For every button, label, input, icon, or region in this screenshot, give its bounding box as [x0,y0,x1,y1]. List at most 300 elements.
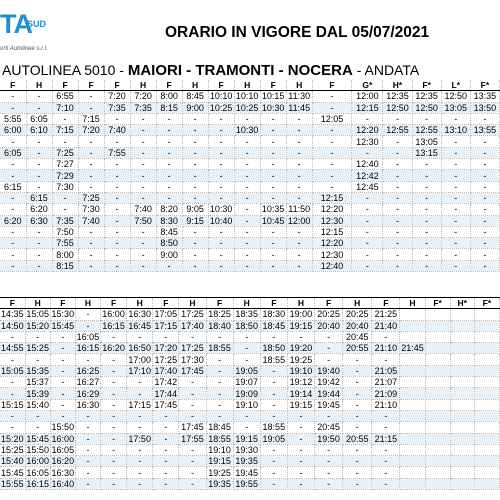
time-cell: 10:25 [235,102,259,113]
time-cell [474,456,499,467]
time-cell: - [206,388,233,399]
time-cell [400,433,425,444]
time-cell: - [352,249,383,260]
time-cell: 16:29 [76,388,100,399]
column-header: H [130,80,156,91]
time-cell: - [0,170,26,181]
time-cell: - [206,377,233,388]
time-cell: - [312,102,352,113]
table-row [0,399,500,410]
column-header: H [26,80,52,91]
time-cell: - [352,226,383,237]
time-cell [474,354,499,365]
time-cell: 16:20 [51,456,75,467]
time-cell: - [50,399,75,410]
time-cell: - [234,170,260,181]
time-cell: - [441,260,470,271]
time-cell: 21:40 [372,320,400,331]
time-cell: 19:35 [233,456,260,467]
time-cell [450,410,474,421]
time-cell: 10:35 [261,204,285,215]
time-cell: 16:15 [76,343,100,354]
time-cell: - [101,467,127,478]
time-cell: - [78,181,104,192]
time-cell: 17:05 [154,309,178,320]
time-cell [425,433,450,444]
time-cell: 15:37 [26,377,49,388]
time-cell: 7:20 [78,125,104,136]
time-cell: 15:25 [1,445,24,455]
logo-sud: SUD [27,19,47,29]
time-cell: - [50,365,75,376]
time-cell: - [153,444,179,455]
time-cell: 15:30 [51,309,75,320]
time-cell [400,444,425,455]
time-cell: 20:55 [343,433,372,444]
time-cell: 15:05 [26,309,49,320]
time-cell: - [383,192,412,203]
time-cell: - [441,192,470,203]
time-cell: - [78,226,104,237]
time-cell: - [234,159,260,170]
time-cell: - [0,249,26,260]
time-cell: 11:50 [286,204,312,215]
time-cell: - [52,192,78,203]
time-cell: 8:15 [156,102,182,113]
time-cell: - [75,320,100,331]
time-cell: - [26,260,52,271]
time-cell: - [233,354,260,365]
table-row [0,91,500,102]
time-cell: - [52,113,78,124]
route-direction: ANDATA [364,62,420,78]
time-cell: - [26,136,52,147]
time-cell: 8:15 [52,260,78,271]
time-cell: 8:30 [156,215,182,226]
time-cell: 13:05 [441,102,470,113]
table-row [0,444,500,455]
time-cell: - [260,159,286,170]
time-cell: - [343,456,372,467]
time-cell: - [412,215,441,226]
time-cell: 18:25 [206,309,233,320]
time-cell: - [156,260,182,271]
column-header: F [0,298,25,309]
time-cell [425,467,450,478]
column-header: L* [441,80,470,91]
time-cell: - [372,410,400,421]
time-cell: - [153,467,179,478]
time-cell: 7:40 [130,204,156,215]
time-cell: 12:40 [352,159,383,170]
time-cell: - [315,410,343,421]
time-cell: - [372,444,400,455]
time-cell: - [101,444,127,455]
time-cell: - [312,147,352,158]
time-cell: - [234,113,260,124]
time-cell: - [286,226,312,237]
time-cell: 13:55 [470,125,499,136]
time-cell: 10:40 [209,215,233,226]
time-cell: 17:00 [128,354,151,365]
time-cell: - [156,192,182,203]
time-cell: 19:10 [233,399,260,410]
time-cell: - [130,170,156,181]
time-cell: - [315,354,343,365]
column-header: H [25,298,50,309]
time-cell: - [470,113,499,124]
time-cell [474,377,499,388]
route-heading [2,62,419,79]
time-cell: - [260,260,286,271]
time-cell: - [130,181,156,192]
time-cell: - [130,113,156,124]
time-cell: 12:50 [441,91,470,102]
time-cell: - [78,136,104,147]
time-cell: - [260,410,287,421]
time-cell: - [78,91,104,102]
time-cell: 12:50 [412,102,441,113]
time-cell: - [383,113,412,124]
time-cell: 17:45 [154,399,178,410]
column-header: H [233,298,260,309]
time-cell: - [208,238,234,249]
time-cell [425,456,450,467]
time-cell: - [208,170,234,181]
time-cell: - [383,249,412,260]
time-cell: - [78,249,104,260]
time-cell: 16:30 [51,467,75,478]
time-cell: - [286,113,312,124]
time-cell: 16:15 [102,320,125,331]
time-cell: 15:45 [1,467,24,478]
time-cell: 16:05 [26,467,49,478]
time-cell: - [287,478,314,489]
time-cell: 12:30 [312,249,352,260]
table-row [0,309,500,320]
time-cell: 6:30 [26,215,52,226]
time-cell: - [104,238,130,249]
time-cell: - [287,467,314,478]
time-cell: 19:09 [233,388,260,399]
time-cell: 12:42 [352,170,383,181]
table-row [0,377,500,388]
table-row [0,354,500,365]
time-cell: - [470,226,499,237]
time-cell: - [383,181,412,192]
time-cell: 9:00 [156,249,182,260]
time-cell: - [470,159,499,170]
time-cell: 7:50 [52,226,78,237]
time-cell: - [312,125,352,136]
time-cell: - [441,170,470,181]
time-cell: 12:35 [383,91,412,102]
time-cell: 15:50 [51,422,75,433]
time-cell: - [179,456,206,467]
time-cell: - [153,410,179,421]
time-cell: - [234,204,260,215]
time-cell [425,377,450,388]
time-cell: - [383,215,412,226]
time-cell: - [26,170,52,181]
time-cell: 19:12 [287,377,314,388]
time-cell [400,354,425,365]
time-cell: - [315,343,343,354]
time-cell: - [343,410,372,421]
time-cell [474,388,499,399]
time-cell: 12:35 [412,91,441,102]
time-cell [425,444,450,455]
company-logo [0,8,96,62]
column-header: F* [470,80,499,91]
time-cell: 12:20 [352,125,383,136]
time-cell: 10:10 [209,91,233,102]
time-cell: - [50,343,75,354]
time-cell: - [470,215,499,226]
time-cell: 9:15 [182,215,208,226]
time-cell [425,478,450,489]
time-cell: 20:40 [315,320,343,331]
time-cell: 8:45 [156,226,182,237]
time-cell: - [26,147,52,158]
time-cell: 10:30 [261,102,285,113]
time-cell: - [153,478,179,489]
time-cell: 16:00 [102,309,125,320]
time-cell: - [153,331,179,342]
time-cell: 19:50 [315,433,343,444]
time-cell: 19:25 [206,467,233,478]
table-row [0,320,500,331]
time-cell: 7:27 [52,159,78,170]
time-cell: - [153,422,179,433]
column-header: F [156,80,182,91]
time-cell: - [286,125,312,136]
time-cell [474,331,499,342]
time-cell: 20:25 [343,309,372,320]
table-row [0,215,500,226]
route-line-number: AUTOLINEA 5010 [2,62,116,78]
time-cell: - [286,170,312,181]
time-cell: - [75,456,100,467]
logo-text: TA [0,9,32,39]
time-cell: - [286,260,312,271]
time-cell: 7:40 [78,215,104,226]
time-cell: 17:15 [154,320,178,331]
column-header: F [206,298,233,309]
time-cell: 11:45 [286,102,312,113]
time-cell: - [208,136,234,147]
time-cell: 9:05 [182,204,208,215]
time-cell [474,309,499,320]
time-cell: - [179,478,206,489]
time-cell: - [260,238,286,249]
time-cell: 15:20 [1,433,24,444]
table-row [0,238,500,249]
time-cell: 16:20 [102,343,125,354]
time-cell: - [182,159,208,170]
time-cell: 12:55 [383,125,412,136]
time-cell: - [372,331,400,342]
time-cell: 20:25 [315,309,343,320]
time-cell [425,422,450,433]
time-cell: - [50,377,75,388]
time-cell: - [156,125,182,136]
time-cell [400,377,425,388]
time-cell: - [383,136,412,147]
time-cell: - [104,181,130,192]
column-header: F [52,80,78,91]
time-cell: - [441,136,470,147]
table-row [0,226,500,237]
time-cell: 21:09 [372,388,400,399]
time-cell: - [104,226,130,237]
time-cell: 16:30 [76,399,100,410]
time-cell: - [182,249,208,260]
time-cell: - [372,456,400,467]
time-cell: 15:45 [26,433,49,444]
time-cell [474,422,499,433]
time-cell: 17:40 [179,320,206,331]
time-cell [450,309,474,320]
time-cell: - [26,91,52,102]
time-cell: - [470,238,499,249]
table-row [0,410,500,421]
time-cell: - [101,377,127,388]
time-cell: - [412,204,441,215]
column-header: F [260,80,286,91]
time-cell: - [286,136,312,147]
time-cell: - [441,226,470,237]
time-cell: - [343,365,372,376]
time-cell: 16:00 [26,456,49,467]
time-cell: 19:25 [287,354,314,365]
time-cell: 18:55 [260,354,287,365]
time-cell: - [383,159,412,170]
time-cell: - [156,181,182,192]
time-cell: 16:05 [51,445,75,455]
time-cell [425,410,450,421]
time-cell: - [412,249,441,260]
time-cell: - [260,181,286,192]
time-cell: - [234,147,260,158]
time-cell: 19:20 [287,343,314,354]
time-cell: - [286,159,312,170]
time-cell [450,331,474,342]
time-cell: - [260,147,286,158]
time-cell: - [352,238,383,249]
time-cell [474,399,499,410]
time-cell: - [352,192,383,203]
time-cell: 19:05 [260,433,287,444]
time-cell: - [206,331,233,342]
time-cell: - [130,238,156,249]
time-cell: 17:30 [179,354,206,365]
time-cell: - [101,331,127,342]
column-header: F [312,80,352,91]
time-cell: - [127,478,153,489]
time-cell: - [208,181,234,192]
table-row [0,249,500,260]
time-cell: - [156,170,182,181]
time-cell: - [286,238,312,249]
time-cell: - [182,192,208,203]
time-cell: - [260,456,287,467]
column-header: F [208,80,234,91]
time-cell: 19:05 [233,365,260,376]
column-header: H [75,298,100,309]
time-cell [450,320,474,331]
column-header: G* [352,80,383,91]
time-cell: - [179,399,206,410]
time-cell: - [0,102,26,113]
time-cell: - [127,467,153,478]
time-cell: - [0,226,26,237]
time-cell: 17:40 [154,365,178,376]
time-cell: 17:20 [154,343,178,354]
time-cell: - [352,147,383,158]
time-cell: - [182,136,208,147]
time-cell: - [78,238,104,249]
time-cell: 7:40 [104,125,130,136]
time-cell: 15:55 [1,478,24,489]
time-cell: - [343,399,372,410]
time-cell: - [78,260,104,271]
time-cell: - [312,91,352,102]
time-cell [474,433,499,444]
time-cell: - [208,113,234,124]
column-header: H [127,298,153,309]
time-cell: - [234,226,260,237]
time-cell [425,365,450,376]
time-cell: 10:45 [261,215,285,226]
time-cell: 15:39 [26,388,49,399]
time-cell: - [75,354,100,365]
time-cell [400,331,425,342]
time-cell: - [50,410,75,421]
time-cell: - [412,170,441,181]
time-cell: - [315,444,343,455]
time-cell: - [287,422,314,433]
time-cell: - [208,192,234,203]
time-cell: 19:44 [315,388,343,399]
time-cell: 17:55 [179,433,206,444]
time-cell [450,478,474,489]
time-cell: 16:00 [51,433,75,444]
time-cell [425,331,450,342]
time-cell: - [260,388,287,399]
time-cell: 8:50 [156,238,182,249]
time-cell: 7:20 [130,91,156,102]
time-cell: 18:35 [233,309,260,320]
time-cell: - [156,159,182,170]
time-cell: - [78,102,104,113]
time-cell [400,309,425,320]
timetable-afternoon [0,297,500,490]
table-row [0,388,500,399]
time-cell: - [0,159,26,170]
time-cell: 17:25 [179,343,206,354]
route-separator: - [356,62,362,78]
time-cell: - [383,260,412,271]
time-cell: - [208,125,234,136]
time-cell: 12:05 [312,113,352,124]
time-cell: - [182,147,208,158]
time-cell: - [101,354,127,365]
time-cell: - [0,377,25,388]
time-cell: - [0,388,25,399]
time-cell: - [315,456,343,467]
table-header-row [0,80,500,91]
